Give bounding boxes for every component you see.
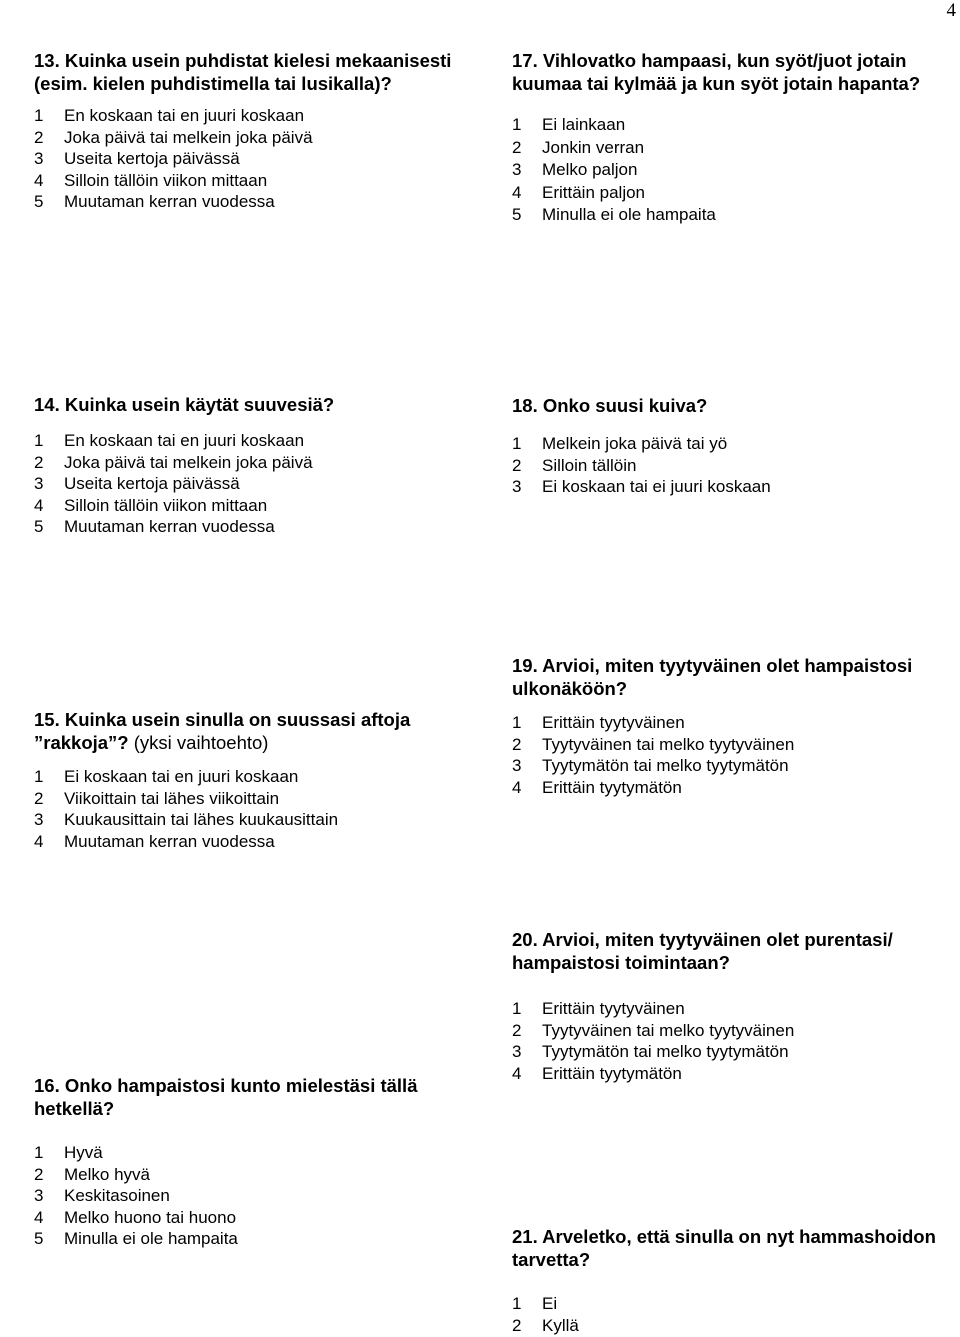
option-label: Melko paljon xyxy=(542,160,638,179)
question-15 xyxy=(34,708,474,852)
option-1[interactable] xyxy=(512,114,957,137)
option-3[interactable] xyxy=(34,148,474,170)
option-number: 3 xyxy=(512,756,522,775)
option-number: 1 xyxy=(512,115,522,134)
option-label: Joka päivä tai melkein joka päivä xyxy=(64,452,313,472)
option-label: En koskaan tai en juuri koskaan xyxy=(64,106,305,125)
option-number: 3 xyxy=(512,477,522,496)
page-number: 4 xyxy=(946,0,956,21)
option-4[interactable] xyxy=(512,1063,957,1085)
option-1[interactable] xyxy=(34,430,474,452)
option-number: 5 xyxy=(34,517,44,536)
option-3[interactable] xyxy=(512,159,957,182)
option-1[interactable] xyxy=(34,1142,474,1164)
option-number: 1 xyxy=(512,999,522,1018)
question-15-title xyxy=(34,708,474,754)
option-number: 2 xyxy=(512,1020,522,1040)
option-label: Minulla ei ole hampaita xyxy=(542,205,716,224)
question-18-title: 18. Onko suusi kuiva? xyxy=(512,395,708,416)
question-21-options xyxy=(512,1293,957,1336)
option-3[interactable] xyxy=(34,1185,474,1207)
question-14-title: 14. Kuinka usein käytät suuvesiä? xyxy=(34,394,335,415)
question-13 xyxy=(34,49,474,213)
question-13-options xyxy=(34,105,474,213)
option-number: 3 xyxy=(512,160,522,179)
option-number: 4 xyxy=(512,1063,522,1083)
question-19 xyxy=(512,654,957,798)
option-1[interactable] xyxy=(512,1293,957,1315)
question-15-note: (yksi vaihtoehto) xyxy=(133,732,269,753)
option-number: 4 xyxy=(34,1207,44,1227)
option-5[interactable] xyxy=(34,1228,474,1250)
option-label: Melko hyvä xyxy=(64,1164,150,1184)
question-16-title: 16. Onko hampaistosi kunto mielestäsi tällä hetkellä? xyxy=(34,1075,418,1119)
option-number: 1 xyxy=(512,1294,522,1313)
option-3[interactable] xyxy=(512,476,957,498)
option-label: Hyvä xyxy=(64,1143,103,1162)
option-number: 1 xyxy=(34,431,44,450)
option-4[interactable] xyxy=(512,182,957,205)
question-17-title: 17. Vihlovatko hampaasi, kun syöt/juot jotain kuumaa tai kylmää ja kun syöt jotain hapanta? xyxy=(512,50,921,94)
option-number: 2 xyxy=(512,455,522,475)
option-3[interactable] xyxy=(34,473,474,495)
option-number: 1 xyxy=(34,106,44,125)
option-number: 3 xyxy=(34,149,44,168)
option-5[interactable] xyxy=(34,191,474,213)
question-15-title-text: 15. Kuinka usein sinulla on suussasi aftoja ”rakkoja”? xyxy=(34,709,411,753)
option-number: 4 xyxy=(34,170,44,190)
question-18 xyxy=(512,394,957,498)
option-label: Tyytymätön tai melko tyytymätön xyxy=(542,1042,789,1061)
question-17-options xyxy=(512,114,957,227)
option-4[interactable] xyxy=(34,831,474,853)
question-17 xyxy=(512,49,957,227)
option-4[interactable] xyxy=(34,495,474,517)
option-label: Silloin tällöin viikon mittaan xyxy=(64,170,268,190)
option-2[interactable] xyxy=(512,137,957,160)
option-label: Erittäin paljon xyxy=(542,182,646,202)
question-18-options xyxy=(512,433,957,498)
option-number: 3 xyxy=(34,474,44,493)
option-label: Erittäin tyytymätön xyxy=(542,1063,682,1083)
question-20-title: 20. Arvioi, miten tyytyväinen olet purentasi/ hampaistosi toimintaan? xyxy=(512,929,893,973)
question-14-options xyxy=(34,430,474,538)
option-4[interactable] xyxy=(512,777,957,799)
option-label: Muutaman kerran vuodessa xyxy=(64,192,275,211)
option-label: Ei koskaan tai ei juuri koskaan xyxy=(542,477,771,496)
option-number: 1 xyxy=(512,434,522,453)
option-number: 5 xyxy=(512,205,522,224)
option-label: Ei xyxy=(542,1294,558,1313)
option-number: 1 xyxy=(512,713,522,732)
option-4[interactable] xyxy=(34,1207,474,1229)
question-13-title: 13. Kuinka usein puhdistat kielesi mekaanisesti (esim. kielen puhdistimella tai lusikalla)? xyxy=(34,50,452,94)
option-label: Kuukausittain tai lähes kuukausittain xyxy=(64,810,339,829)
option-label: Tyytymätön tai melko tyytymätön xyxy=(542,756,789,775)
option-label: Keskitasoinen xyxy=(64,1186,170,1205)
option-label: Minulla ei ole hampaita xyxy=(64,1229,238,1248)
option-1[interactable] xyxy=(512,998,957,1020)
option-number: 4 xyxy=(512,777,522,797)
option-label: Tyytyväinen tai melko tyytyväinen xyxy=(542,734,795,754)
option-number: 2 xyxy=(34,452,44,472)
option-label: En koskaan tai en juuri koskaan xyxy=(64,431,305,450)
option-label: Useita kertoja päivässä xyxy=(64,149,240,168)
option-label: Muutaman kerran vuodessa xyxy=(64,831,275,851)
option-2[interactable] xyxy=(34,452,474,474)
option-2[interactable] xyxy=(512,734,957,756)
question-16-options xyxy=(34,1142,474,1250)
option-3[interactable] xyxy=(34,809,474,831)
question-19-options xyxy=(512,712,957,798)
option-label: Tyytyväinen tai melko tyytyväinen xyxy=(542,1020,795,1040)
question-21 xyxy=(512,1225,957,1336)
option-1[interactable] xyxy=(512,433,957,455)
option-number: 1 xyxy=(34,767,44,786)
option-number: 4 xyxy=(34,831,44,851)
option-number: 4 xyxy=(512,182,522,202)
option-2[interactable] xyxy=(34,1164,474,1186)
option-label: Jonkin verran xyxy=(542,137,645,157)
option-1[interactable] xyxy=(34,105,474,127)
option-label: Silloin tällöin xyxy=(542,455,637,475)
option-label: Useita kertoja päivässä xyxy=(64,474,240,493)
option-2[interactable] xyxy=(512,1020,957,1042)
option-number: 2 xyxy=(512,137,522,157)
option-2[interactable] xyxy=(512,455,957,477)
option-2[interactable] xyxy=(512,1315,957,1337)
option-label: Ei koskaan tai en juuri koskaan xyxy=(64,767,299,786)
option-1[interactable] xyxy=(512,712,957,734)
option-label: Ei lainkaan xyxy=(542,115,626,134)
option-number: 4 xyxy=(34,495,44,515)
option-number: 5 xyxy=(34,1229,44,1248)
option-number: 3 xyxy=(34,810,44,829)
option-number: 2 xyxy=(512,734,522,754)
question-16 xyxy=(34,1074,474,1250)
option-label: Melkein joka päivä tai yö xyxy=(542,434,728,453)
option-label: Erittäin tyytyväinen xyxy=(542,999,685,1018)
question-20 xyxy=(512,928,957,1084)
question-21-title: 21. Arveletko, että sinulla on nyt hammashoidon tarvetta? xyxy=(512,1226,936,1270)
option-number: 3 xyxy=(34,1186,44,1205)
option-label: Kyllä xyxy=(542,1315,579,1335)
option-label: Viikoittain tai lähes viikoittain xyxy=(64,788,280,808)
option-1[interactable] xyxy=(34,766,474,788)
option-number: 2 xyxy=(34,1164,44,1184)
option-number: 1 xyxy=(34,1143,44,1162)
option-label: Melko huono tai huono xyxy=(64,1207,237,1227)
option-number: 2 xyxy=(512,1315,522,1335)
option-5[interactable] xyxy=(34,516,474,538)
option-number: 2 xyxy=(34,788,44,808)
option-4[interactable] xyxy=(34,170,474,192)
option-label: Erittäin tyytyväinen xyxy=(542,713,685,732)
question-14 xyxy=(34,393,474,538)
option-number: 2 xyxy=(34,127,44,147)
question-20-options xyxy=(512,998,957,1084)
option-2[interactable] xyxy=(34,127,474,149)
option-label: Muutaman kerran vuodessa xyxy=(64,517,275,536)
option-number: 5 xyxy=(34,192,44,211)
option-3[interactable] xyxy=(512,1041,957,1063)
question-15-options xyxy=(34,766,474,852)
option-5[interactable] xyxy=(512,204,957,227)
option-label: Silloin tällöin viikon mittaan xyxy=(64,495,268,515)
option-2[interactable] xyxy=(34,788,474,810)
question-19-title: 19. Arvioi, miten tyytyväinen olet hampaistosi ulkonäköön? xyxy=(512,655,913,699)
option-3[interactable] xyxy=(512,755,957,777)
option-label: Erittäin tyytymätön xyxy=(542,777,682,797)
option-number: 3 xyxy=(512,1042,522,1061)
option-label: Joka päivä tai melkein joka päivä xyxy=(64,127,313,147)
